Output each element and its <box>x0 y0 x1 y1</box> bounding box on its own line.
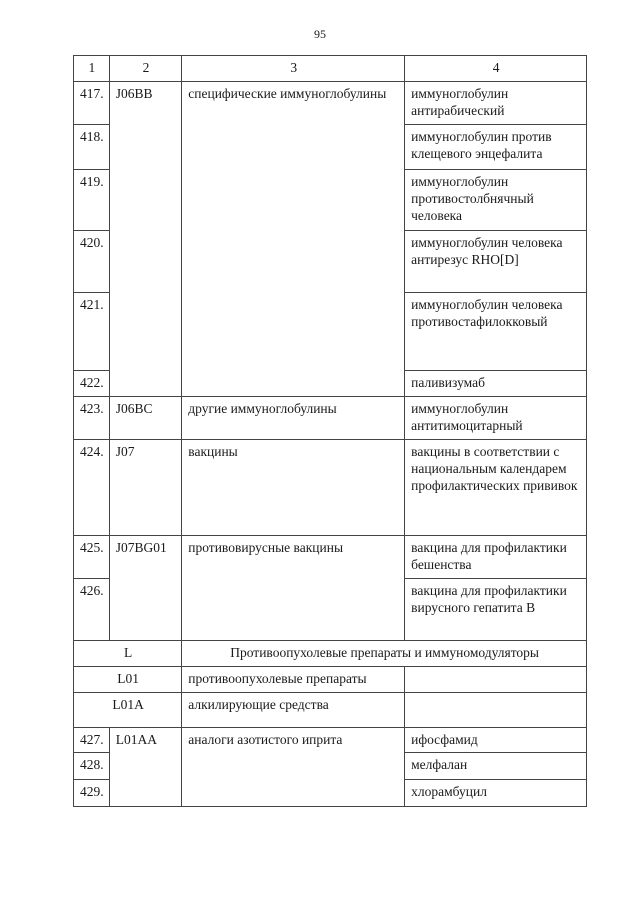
drug-name: паливизумаб <box>405 371 587 397</box>
empty-cell <box>405 667 587 693</box>
row-number: 424. <box>74 440 110 536</box>
atc-code: J07BG01 <box>109 536 182 641</box>
row-number: 425. <box>74 536 110 579</box>
table-header-row <box>74 56 587 82</box>
drug-group: противовирусные вакцины <box>182 536 405 641</box>
section-title: алкилирующие средства <box>182 693 405 728</box>
drug-name: иммуноглобулин человека противостафилокковый <box>405 293 587 371</box>
header-cell: 1 <box>74 56 110 82</box>
drug-name: иммуноглобулин антирабический <box>405 82 587 125</box>
drug-name: ифосфамид <box>405 728 587 753</box>
row-number: 423. <box>74 397 110 440</box>
table-row <box>74 440 587 536</box>
drug-name: вакцины в соответствии с национальным календарем профилактических прививок <box>405 440 587 536</box>
atc-code: J07 <box>109 440 182 536</box>
row-number: 420. <box>74 231 110 293</box>
atc-code: J06BC <box>109 397 182 440</box>
drug-group: вакцины <box>182 440 405 536</box>
row-number: 422. <box>74 371 110 397</box>
row-number: 421. <box>74 293 110 371</box>
row-number: 417. <box>74 82 110 125</box>
drug-name: иммуноглобулин против клещевого энцефалита <box>405 125 587 170</box>
row-number: 419. <box>74 170 110 231</box>
drug-name: хлорамбуцил <box>405 780 587 807</box>
drug-group: аналоги азотистого иприта <box>182 728 405 807</box>
table-row <box>74 536 587 579</box>
drug-group: специфические иммуноглобулины <box>182 82 405 397</box>
row-number: 426. <box>74 579 110 641</box>
header-cell: 3 <box>182 56 405 82</box>
header-cell: 2 <box>109 56 182 82</box>
page-number: 95 <box>314 27 326 41</box>
section-row <box>74 667 587 693</box>
table-row <box>74 728 587 753</box>
section-code: L <box>74 641 182 667</box>
row-number: 429. <box>74 780 110 807</box>
section-code: L01 <box>74 667 182 693</box>
section-code: L01A <box>74 693 182 728</box>
drug-name: мелфалан <box>405 753 587 780</box>
drug-group: другие иммуноглобулины <box>182 397 405 440</box>
row-number: 427. <box>74 728 110 753</box>
drug-table <box>73 55 587 807</box>
section-row <box>74 641 587 667</box>
header-cell: 4 <box>405 56 587 82</box>
drug-name: иммуноглобулин человека антирезус RHO[D] <box>405 231 587 293</box>
row-number: 428. <box>74 753 110 780</box>
section-title: Противоопухолевые препараты и иммуномодуляторы <box>182 641 587 667</box>
atc-code: J06BB <box>109 82 182 397</box>
drug-name: иммуноглобулин противостолбнячный человека <box>405 170 587 231</box>
drug-name: иммуноглобулин антитимоцитарный <box>405 397 587 440</box>
table-row <box>74 82 587 125</box>
table-row <box>74 397 587 440</box>
drug-name: вакцина для профилактики вирусного гепатита В <box>405 579 587 641</box>
atc-code: L01AA <box>109 728 182 807</box>
section-title: противоопухолевые препараты <box>182 667 405 693</box>
section-row <box>74 693 587 728</box>
empty-cell <box>405 693 587 728</box>
drug-name: вакцина для профилактики бешенства <box>405 536 587 579</box>
row-number: 418. <box>74 125 110 170</box>
